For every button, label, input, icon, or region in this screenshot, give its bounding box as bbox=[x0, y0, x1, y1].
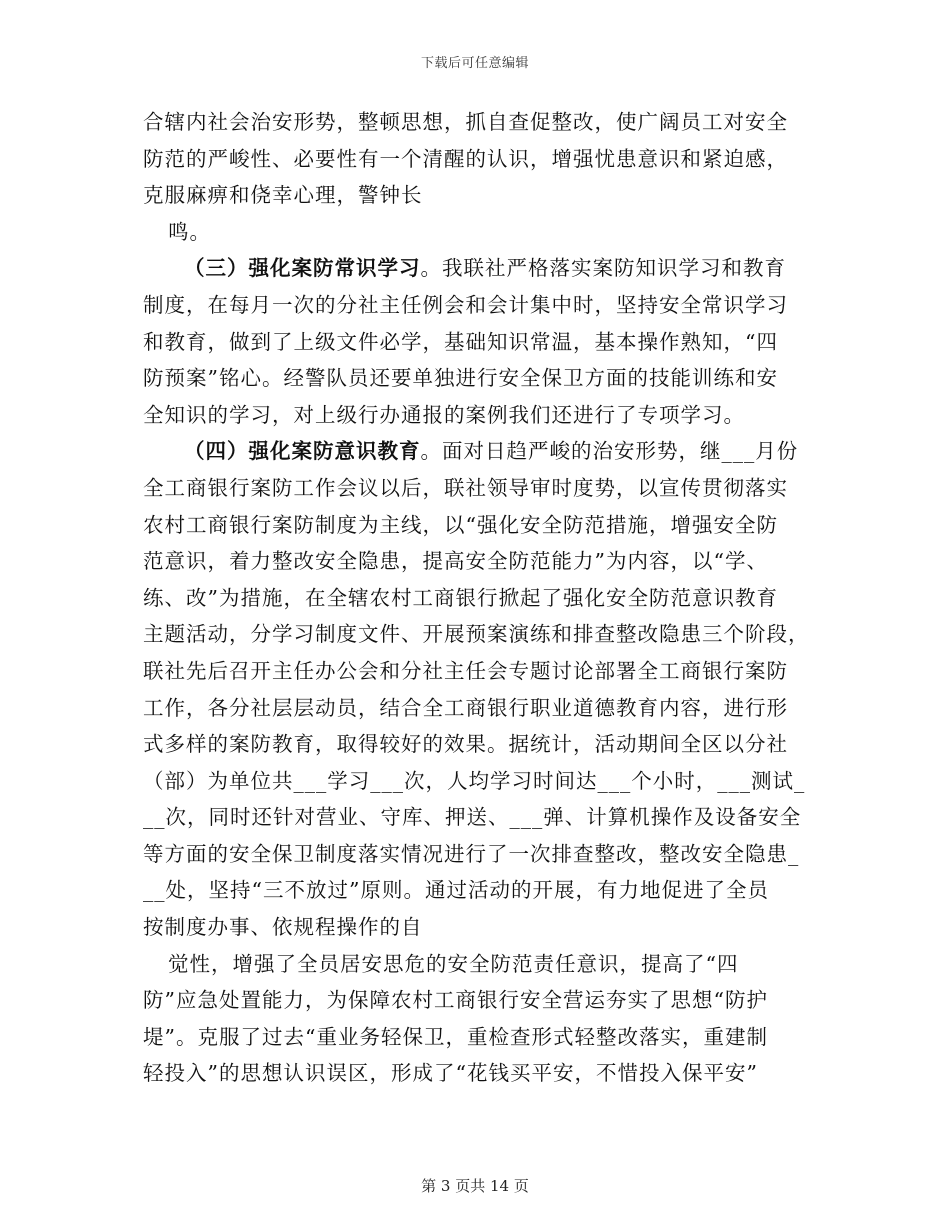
text-line: 克服麻痹和侥幸心理，警钟长 bbox=[143, 183, 423, 208]
text-line: 主题活动，分学习制度文件、开展预案演练和排查整改隐患三个阶段， bbox=[143, 622, 810, 647]
text-line: 防”应急处置能力，为保障农村工商银行安全营运夯实了思想“防护 bbox=[143, 988, 768, 1013]
text-line: 联社先后召开主任办公会和分社主任会专题讨论部署全工商银行案防 bbox=[143, 658, 788, 683]
page-header: 下载后可任意编辑 bbox=[420, 56, 529, 71]
text-line: 练、改”为措施，在全辖农村工商银行掀起了强化安全防范意识教育 bbox=[143, 585, 778, 610]
heading-4-text: 。面对日趋严峻的治安形势，继___月份 bbox=[420, 439, 799, 464]
text-line: 防范的严峻性、必要性有一个清醒的认识，增强忧患意识和紧迫感， bbox=[143, 146, 788, 171]
text-line: 轻投入”的思想认识误区，形成了“花钱买平安，不惜投入保平安” bbox=[143, 1061, 758, 1086]
text-line: 和教育，做到了上级文件必学，基础知识常温，基本操作熟知，“四 bbox=[143, 329, 778, 354]
text-line: 式多样的案防教育，取得较好的效果。据统计，活动期间全区以分社 bbox=[143, 732, 788, 757]
text-line: 范意识，着力整改安全隐患，提高安全防范能力”为内容，以“学、 bbox=[143, 549, 768, 574]
text-line: __处，坚持“三不放过”原则。通过活动的开展，有力地促进了全员 bbox=[143, 878, 769, 903]
text-line: 全知识的学习，对上级行办通报的案例我们还进行了专项学习。 bbox=[143, 402, 745, 427]
text-line: 堤”。克服了过去“重业务轻保卫，重检查形式轻整改落实，重建制 bbox=[143, 1024, 768, 1049]
text-line: （部）为单位共___学习___次，人均学习时间达___个小时，___测试_ bbox=[143, 768, 806, 793]
text-line: 鸣。 bbox=[168, 219, 211, 244]
text-line: 按制度办事、依规程操作的自 bbox=[143, 915, 423, 940]
text-line: 工作，各分社层层动员，结合全工商银行职业道德教育内容，进行形 bbox=[143, 695, 788, 720]
text-line: 等方面的安全保卫制度落实情况进行了一次排查整改，整改安全隐患_ bbox=[143, 841, 800, 866]
paragraph-heading-4 bbox=[143, 433, 815, 470]
text-line: 制度，在每月一次的分社主任例会和会计集中时，坚持安全常识学习 bbox=[143, 292, 788, 317]
heading-4-bold: （四）强化案防意识教育 bbox=[184, 439, 421, 464]
paragraph-heading-3 bbox=[143, 250, 815, 287]
text-line: 觉性，增强了全员居安思危的安全防范责任意识，提高了“四 bbox=[168, 951, 739, 976]
text-line: __次，同时还针对营业、守库、押送、___弹、计算机操作及设备安全 bbox=[143, 805, 802, 830]
text-line: 合辖内社会治安形势，整顿思想，抓自查促整改，使广阔员工对安全 bbox=[143, 110, 788, 134]
page-footer: 第 3 页共 14 页 bbox=[421, 1177, 529, 1195]
body-text bbox=[143, 104, 815, 1092]
text-line: 防预案”铭心。经警队员还要单独进行安全保卫方面的技能训练和安 bbox=[143, 366, 778, 391]
heading-3-text: 。我联社严格落实案防知识学习和教育 bbox=[420, 256, 786, 281]
text-line: 农村工商银行案防制度为主线，以“强化安全防范措施，增强安全防 bbox=[143, 512, 778, 537]
text-line: 全工商银行案防工作会议以后，联社领导审时度势，以宣传贯彻落实 bbox=[143, 475, 788, 500]
heading-3-bold: （三）强化案防常识学习 bbox=[184, 256, 421, 281]
